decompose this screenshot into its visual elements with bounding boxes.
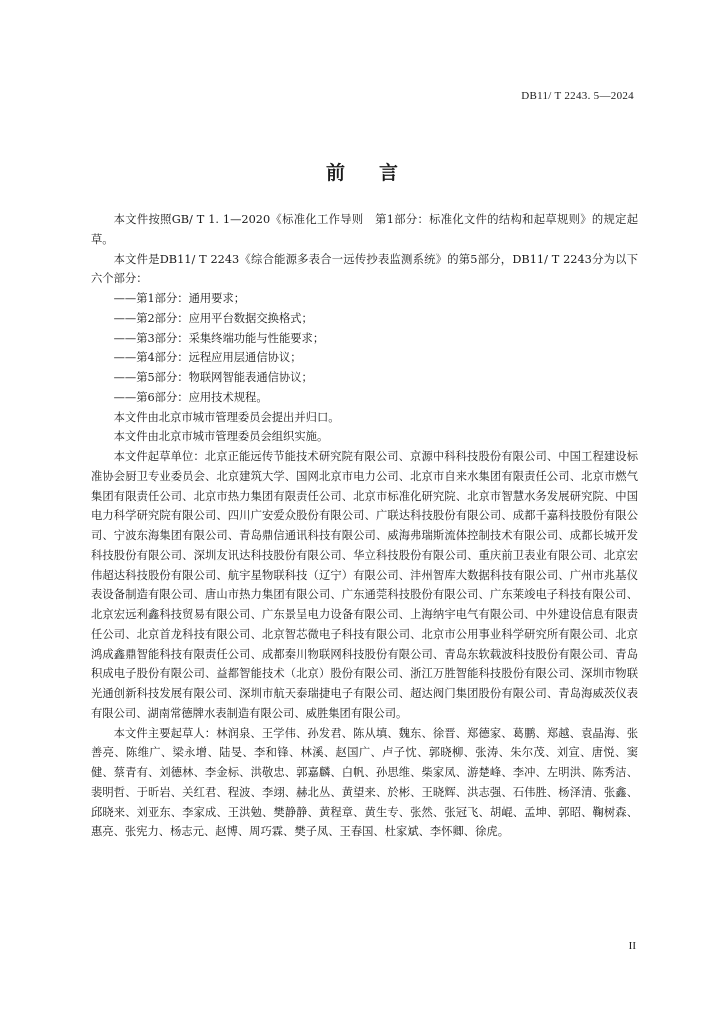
foreword-body	[91, 210, 638, 842]
intro-paragraph: 本文件按照GB/ T 1. 1—2020《标准化工作导则 第1部分：标准化文件的结构和起草规则》的规定起草。	[91, 213, 638, 246]
part-list-item: ——第5部分：物联网智能表通信协议；	[113, 371, 313, 384]
title-char-1: 前	[325, 162, 345, 184]
page-number: II	[628, 940, 636, 952]
proposed-paragraph: 本文件由北京市城市管理委员会提出并归口。	[113, 410, 340, 424]
drafters-paragraph: 本文件主要起草人：林润泉、王学伟、孙发君、陈从填、魏东、徐晋、郑德家、葛鹏、郑越、袁晶海、张善亮、陈维广、梁永增、陆旻、李和锋、林溪、赵国广、卢子忱、郭晓柳、张涛、朱尔茂、刘宣、唐悦、窦健、蔡青有、刘德林、李金标、洪敬忠、郭嘉麟、白帆、孙思维、柴家凤、游楚峰、李冲、左明洪、陈秀洁、裴明哲、于昕岩、关红君、程波、李翊、赫北丛、黄望来、於彬、王晓辉、洪志强、石伟胜、杨泽清、张鑫、邱晓来、刘亚东、李家成、王洪勉、樊静静、黄程章、黄生专、张然、张冠飞、胡崐、孟坤、郭昭、鞠树森、惠亮、张宪力、杨志元、赵博、周巧霖、樊子凤、王春国、杜家斌、李怀卿、徐虎。	[91, 726, 638, 839]
part-list-item: ——第4部分：远程应用层通信协议；	[113, 351, 302, 365]
part-list-item: ——第3部分：采集终端功能与性能要求；	[113, 331, 325, 345]
part-list-item: ——第6部分：应用技术规程。	[113, 390, 268, 404]
document-code: DB11/ T 2243. 5—2024	[521, 90, 634, 102]
series-paragraph: 本文件是DB11/ T 2243《综合能源多表合一远传抄表监测系统》的第5部分，DB11/ T 2243分为以下六个部分：	[91, 252, 638, 286]
organized-paragraph: 本文件由北京市城市管理委员会组织实施。	[113, 430, 329, 444]
title-char-2: 言	[379, 162, 399, 184]
part-list-item: ——第2部分：应用平台数据交换格式；	[113, 311, 313, 325]
drafting-units-paragraph: 本文件起草单位：北京正能远传节能技术研究院有限公司、京源中科科技股份有限公司、中国工程建设标准协会厨卫专业委员会、北京建筑大学、国网北京市电力公司、北京市自来水集团有限责任公司、北京市燃气集团有限责任公司、北京市热力集团有限责任公司、北京市标准化研究院、北京市智慧水务发展研究院、中国电力科学研究院有限公司、四川广安爱众股份有限公司、广联达科技股份有限公司、成都千嘉科技股份有限公司、宁波东海集团有限公司、青岛鼎信通讯科技有限公司、威海弗瑞斯流体控制技术有限公司、成都长城开发科技股份有限公司、深圳友讯达科技股份有限公司、华立科技股份有限公司、重庆前卫表业有限公司、北京宏伟超达科技股份有限公司、航宇星物联科技（辽宁）有限公司、沣州智库大数据科技有限公司、广州市兆基仪表设备制造有限公司、唐山市热力集团有限公司、广东通莞科技股份有限公司、广东莱竣电子科技有限公司、北京宏远利鑫科技贸易有限公司、广东景呈电力设备有限公司、上海纳宇电气有限公司、中外建设信息有限责任公司、北京首龙科技有限公司、北京智芯微电子科技有限公司、北京市公用事业科学研究所有限公司、北京鸿成鑫鼎智能科技有限责任公司、成都秦川物联网科技股份有限公司、青岛东软载波科技股份有限公司、青岛积成电子股份有限公司、益都智能技术（北京）股份有限公司、浙江万胜智能科技股份有限公司、深圳市物联光通创新科技发展有限公司、深圳市航天泰瑞捷电子有限公司、超达阀门集团股份有限公司、青岛海威茨仪表有限公司、湖南常德牌水表制造有限公司、威胜集团有限公司。	[91, 450, 638, 720]
page-title	[0, 158, 724, 185]
part-list-item: ——第1部分：通用要求；	[113, 292, 246, 305]
